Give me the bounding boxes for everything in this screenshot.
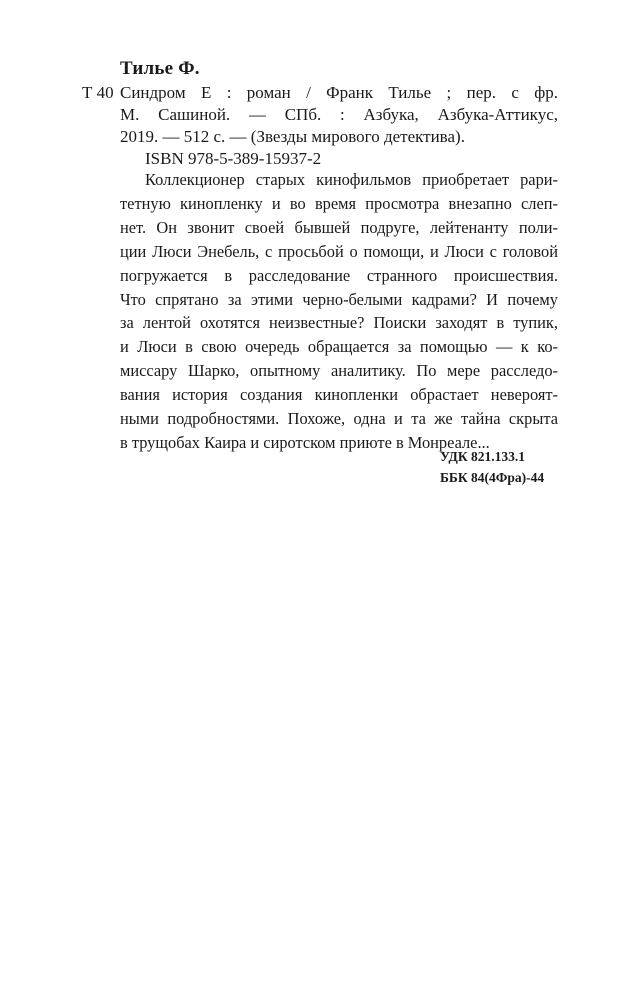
annotation-line: за лентой охотятся неизвестные? Поиски заходят в тупик,: [120, 313, 558, 333]
bbk-code: ББК 84(4Фра)-44: [440, 470, 545, 485]
bibliographic-line: 2019. — 512 с. — (Звезды мирового детектива).: [120, 127, 465, 146]
annotation-line: ными подробностями. Похоже, одна и та же тайна скрыта: [120, 409, 558, 429]
isbn-line: ISBN 978-5-389-15937-2: [145, 149, 322, 168]
annotation-line: погружается в расследование странного происшествия.: [120, 265, 558, 285]
annotation-line: вания история создания кинопленки обрастает невероят-: [120, 385, 558, 405]
annotation-paragraph: [120, 168, 558, 455]
annotation-line: в трущобах Каира и сиротском приюте в Монреале...: [120, 432, 490, 452]
annotation-line: и Люси в свою очередь обращается за помощью — к ко-: [120, 337, 558, 357]
annotation-line: Что спрятано за этими черно-белыми кадрами? И почему: [120, 289, 558, 309]
bibliographic-line: Синдром Е : роман / Франк Тилье ; пер. с фр.: [120, 83, 558, 102]
bibliographic-line: М. Сашиной. — СПб. : Азбука, Азбука-Аттикус,: [120, 105, 558, 124]
shelf-code: Т 40: [82, 83, 114, 102]
udk-code: УДК 821.133.1: [440, 449, 525, 464]
annotation-line: Коллекционер старых кинофильмов приобретает рари-: [145, 170, 558, 189]
annotation-line: нет. Он звонит своей бывшей подруге, лейтенанту поли-: [120, 217, 558, 237]
author-heading: Тилье Ф.: [120, 58, 200, 79]
annotation-line: тетную кинопленку и во время просмотра внезапно слеп-: [120, 193, 558, 213]
annotation-line: ции Люси Энебель, с просьбой о помощи, и Люси с головой: [120, 241, 558, 261]
annotation-line: миссару Шарко, опытному аналитику. По мере расследо-: [120, 361, 558, 381]
